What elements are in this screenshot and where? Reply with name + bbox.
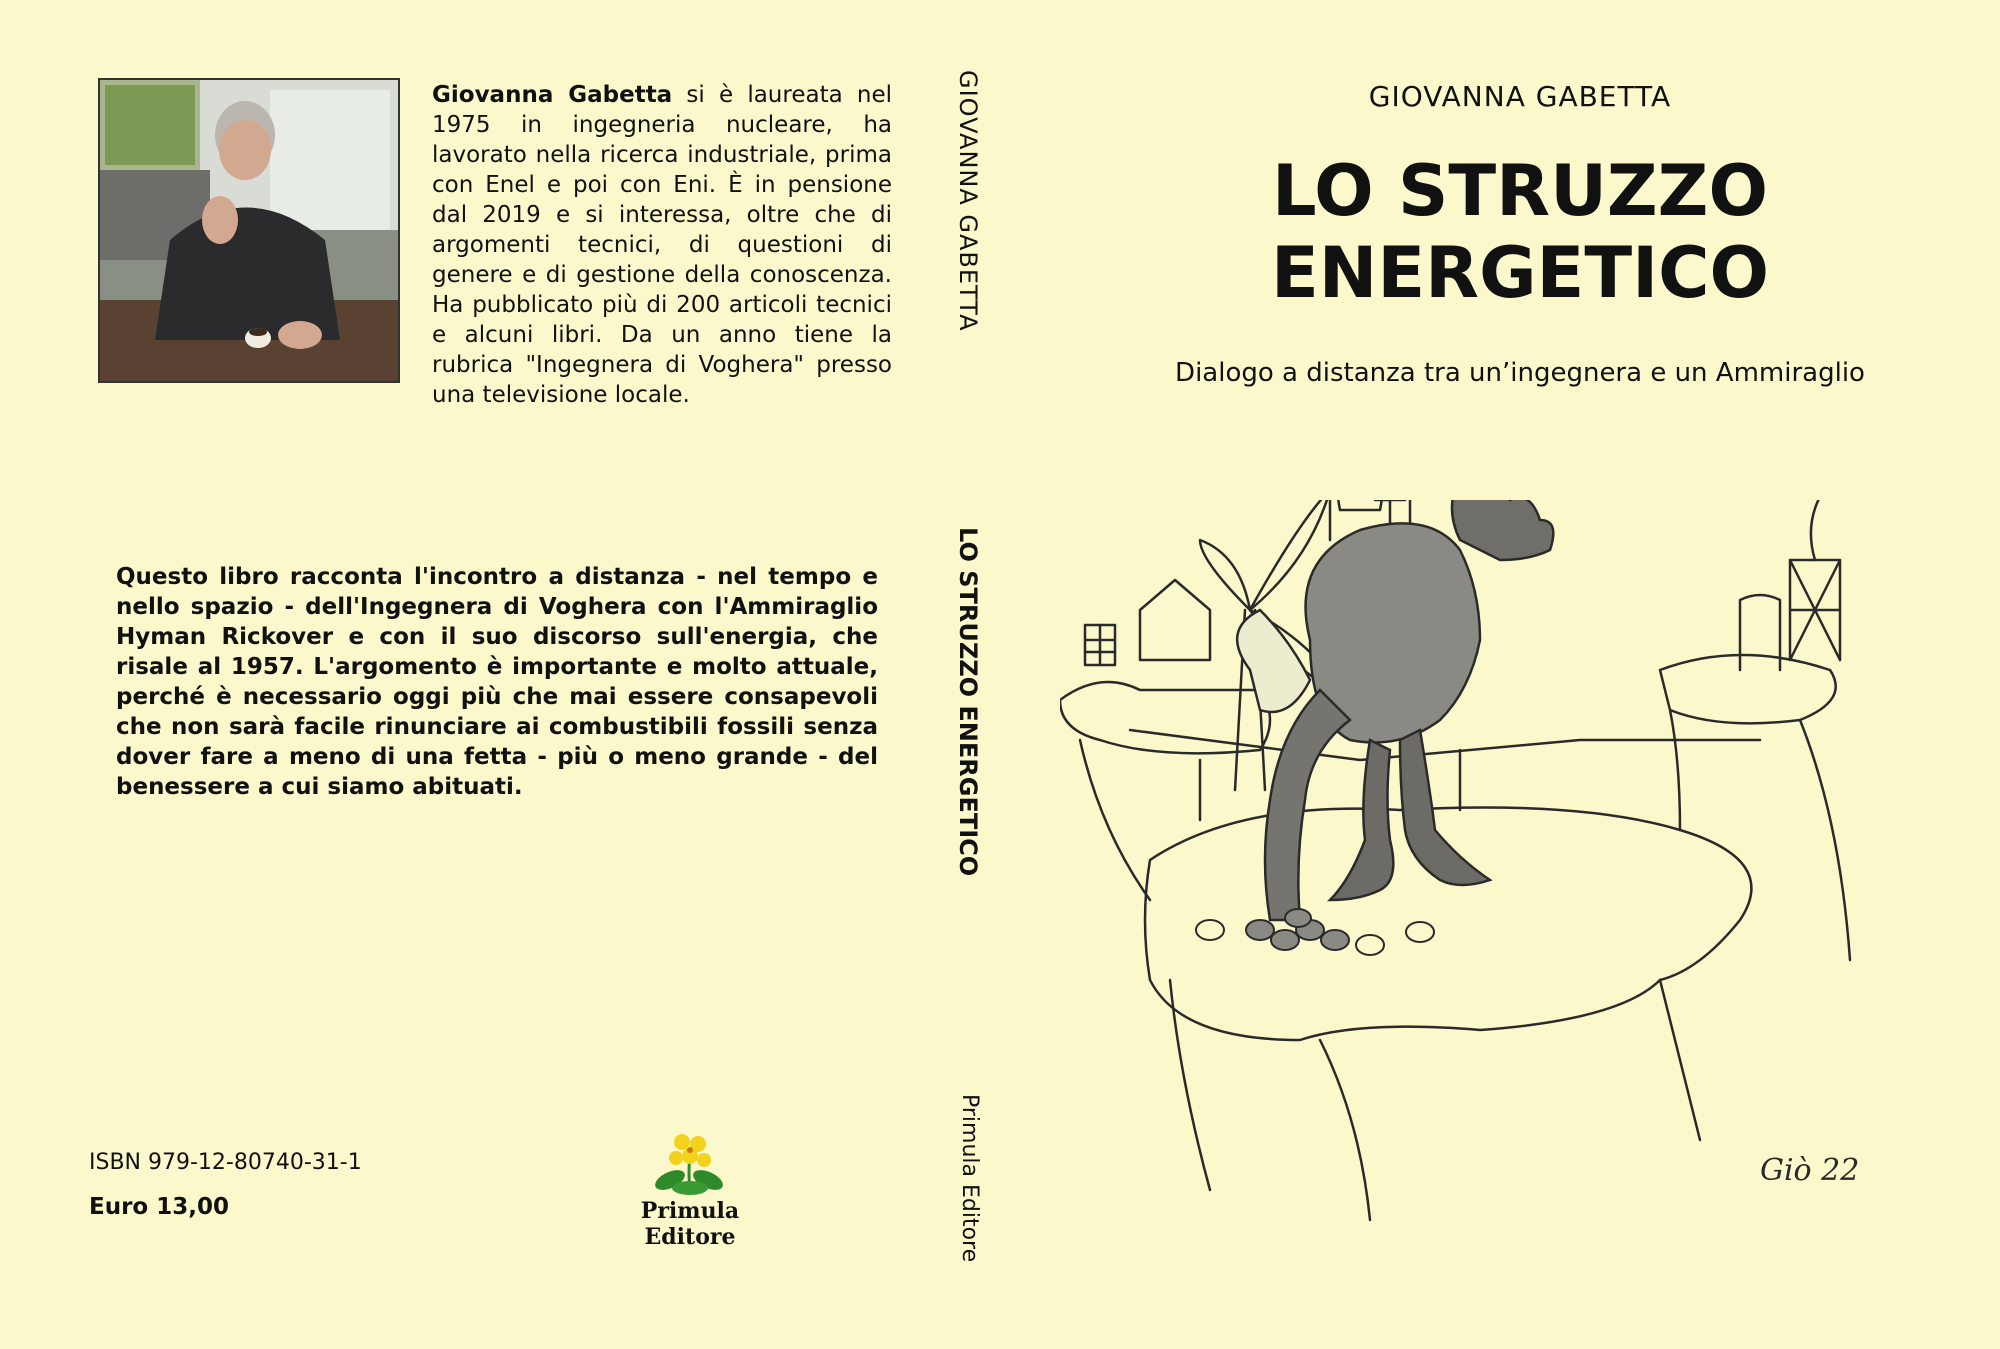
- bio-text: si è laureata nel 1975 in ingegneria nucleare, ha lavorato nella ricerca industriale, prima con Enel e poi con Eni. È in pensione dal 2019 e si interessa, oltre che di argomenti tecnici, di questioni di genere e di gestione della conoscenza. Ha pubblicato più di 200 articoli tecnici e alcuni libri. Da un anno tiene la rubrica "Ingegnera di Voghera" presso una televisione locale.: [432, 82, 892, 408]
- front-title: [1180, 150, 1860, 314]
- island: [1145, 808, 1751, 1041]
- book-blurb: Questo libro racconta l'incontro a distanza - nel tempo e nello spazio - dell'Ingegnera di Voghera con l'Ammiraglio Hyman Rickover e con il suo discorso sull'energia, che risale al 1957. L'argomento è importante e molto attuale, perché è necessario oggi più che mai essere consapevoli che non sarà facile rinunciare ai combustibili fossili senza dover fare a meno di una fetta - più o meno grande - del benessere a cui siamo abituati.: [116, 564, 878, 800]
- spine-title: LO STRUZZO ENERGETICO: [954, 527, 982, 877]
- bio-author-name: Giovanna Gabetta: [432, 82, 673, 108]
- power-lines: [1130, 730, 1760, 760]
- publisher-name: Primula Editore: [640, 1198, 740, 1250]
- front-subtitle: Dialogo a distanza tra un’ingegnera e un Ammiraglio: [1175, 358, 1865, 388]
- ostrich: [1237, 500, 1553, 920]
- eggs: [1196, 909, 1434, 955]
- front-title-line2: ENERGETICO: [1270, 232, 1770, 314]
- ostrich-tail: [1452, 500, 1553, 560]
- primula-flower-icon: [650, 1130, 730, 1196]
- spine-author: GIOVANNA GABETTA: [954, 70, 982, 332]
- front-title-line1: LO STRUZZO: [1272, 150, 1768, 232]
- author-photo-image: [100, 80, 398, 381]
- price: Euro 13,00: [89, 1194, 229, 1220]
- spine-publisher: Primula Editore: [957, 1094, 982, 1263]
- ostrich-leg-left: [1330, 740, 1393, 900]
- ostrich-illustration: [1060, 500, 1960, 1240]
- factory-chimney: [1740, 595, 1780, 670]
- author-bio: [432, 80, 892, 410]
- author-photo: [98, 78, 400, 383]
- publisher-logo: [600, 1130, 780, 1250]
- right-platform: [1660, 655, 1836, 723]
- trees: [1338, 500, 1383, 510]
- illustration-signature: Giò 22: [1760, 1153, 1860, 1188]
- isbn: ISBN 979-12-80740-31-1: [89, 1150, 362, 1175]
- front-author: GIOVANNA GABETTA: [1368, 80, 1672, 113]
- ostrich-wing: [1237, 610, 1310, 712]
- house: [1140, 580, 1210, 660]
- ostrich-neck: [1265, 690, 1350, 920]
